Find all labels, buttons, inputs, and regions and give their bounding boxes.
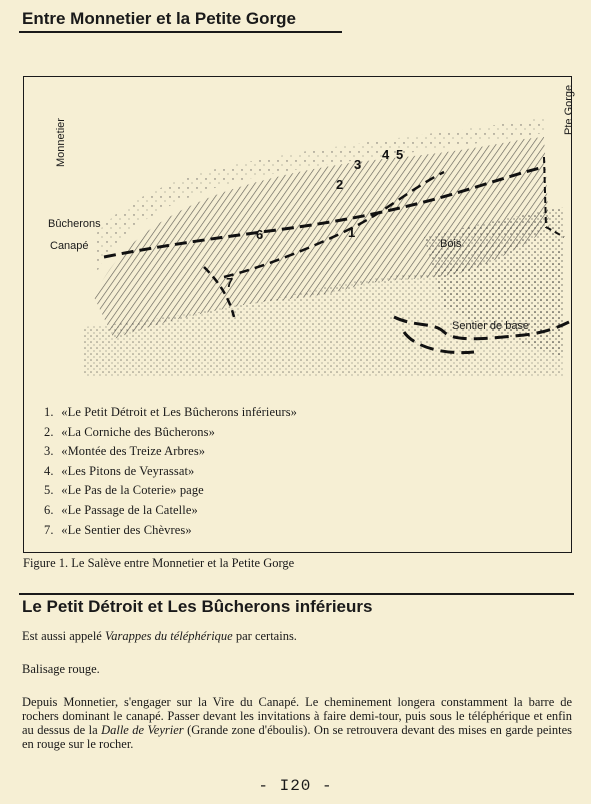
marker-2: 2 bbox=[336, 177, 344, 192]
paragraph-balisage: Balisage rouge. bbox=[22, 662, 100, 676]
legend-item: 3. «Montée des Treize Arbres» bbox=[44, 444, 206, 459]
topo-sketch-map bbox=[24, 77, 575, 387]
figure-caption: Figure 1. Le Salève entre Monnetier et la Petite Gorge bbox=[23, 556, 295, 570]
page-number: - I20 - bbox=[258, 777, 333, 795]
paragraph-description: Depuis Monnetier, s'engager sur la Vire du Canapé. Le cheminement longera constamment la barre de rochers dominant le canapé. Passer devant les invitations à faire demi-tour, puis sous le téléphérique et enfin au dessus de la Dalle de Veyrier (Grande zone d'éboulis). On se retrouvera devant des mises en garde peintes en rouge sur le rocher. bbox=[22, 695, 572, 751]
legend-item: 1. «Le Petit Détroit et Les Bûcherons inférieurs» bbox=[44, 405, 298, 419]
legend-item: 7. «Le Sentier des Chèvres» bbox=[44, 522, 192, 537]
legend-item: 6. «Le Passage de la Catelle» bbox=[44, 502, 198, 517]
marker-5: 5 bbox=[396, 147, 404, 162]
legend-item: 5. «Le Pas de la Coterie» page bbox=[44, 483, 204, 498]
figure-box bbox=[23, 76, 575, 553]
label-bucherons: Bûcherons bbox=[48, 218, 101, 230]
marker-6: 6 bbox=[256, 227, 264, 242]
marker-1: 1 bbox=[348, 225, 356, 240]
section-title-1: Entre Monnetier et la Petite Gorge bbox=[22, 9, 296, 28]
route-legend bbox=[44, 403, 297, 540]
section-title-2: Le Petit Détroit et Les Bûcherons inférieurs bbox=[22, 597, 373, 616]
legend-item: 2. «La Corniche des Bûcherons» bbox=[44, 424, 215, 439]
title-rule-1 bbox=[19, 31, 342, 33]
label-monnetier: Monnetier bbox=[55, 118, 67, 167]
marker-4: 4 bbox=[382, 147, 390, 162]
label-pte-gorge: Pte Gorge bbox=[563, 84, 575, 135]
label-canape: Canapé bbox=[50, 240, 89, 252]
label-bois: Bois bbox=[440, 238, 462, 250]
label-sentier-de-base: Sentier de base bbox=[452, 320, 530, 332]
marker-7: 7 bbox=[226, 275, 234, 290]
paragraph-alias: Est aussi appelé Varappes du téléphérique par certains. bbox=[22, 629, 297, 643]
legend-item: 4. «Les Pitons de Veyrassat» bbox=[44, 463, 195, 478]
marker-3: 3 bbox=[354, 157, 362, 172]
section-rule-2 bbox=[19, 593, 574, 595]
